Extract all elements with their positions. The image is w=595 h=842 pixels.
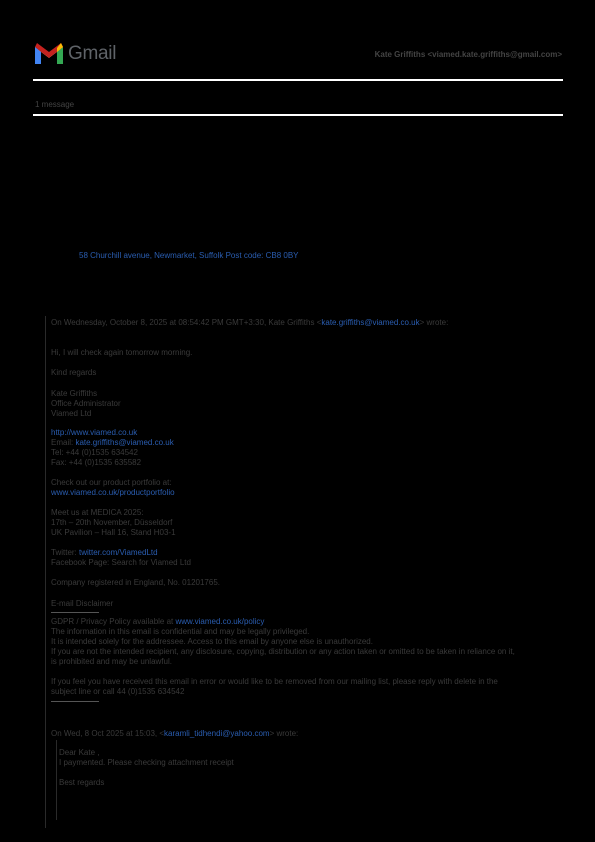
policy-link[interactable]: www.viamed.co.uk/policy: [175, 617, 265, 626]
nested-greeting: Dear Kate ,: [59, 748, 100, 757]
medica-stand: UK Pavilion – Hall 16, Stand H03-1: [51, 528, 176, 537]
nested-intro-prefix: On Wed, 8 Oct 2025 at 15:03, <: [51, 729, 165, 738]
twitter-label: Twitter:: [51, 548, 80, 557]
remove-line-2: subject line or call 44 (0)1535 634542: [51, 687, 185, 696]
nested-regards: Best regards: [59, 778, 105, 787]
disclaimer-line-3: If you are not the intended recipient, any disclosure, copying, distribution or any action taken or omitted to be taken in reliance on it,: [51, 647, 515, 656]
quote-greeting: Hi, I will check again tomorrow morning.: [51, 348, 193, 357]
signature-name: Kate Griffiths: [51, 389, 98, 398]
quote-intro-suffix: > wrote:: [419, 318, 449, 327]
quote-regards: Kind regards: [51, 368, 97, 377]
header-divider: [33, 79, 563, 81]
disclaimer-line-2: It is intended solely for the addressee. Access to this email by anyone else is unauthorized.: [51, 637, 373, 646]
quote-intro: [51, 318, 448, 328]
quote-intro-prefix: On Wednesday, October 8, 2025 at 08:54:42 PM GMT+3:30, Kate Griffiths <: [51, 318, 322, 327]
nested-quote-bar: [56, 740, 57, 820]
email-label: Email:: [51, 438, 76, 447]
twitter-link[interactable]: twitter.com/ViamedLtd: [79, 548, 158, 557]
signature-title: Office Administrator: [51, 399, 121, 408]
nested-body: I paymented. Please checking attachment receipt: [59, 758, 234, 767]
nested-intro-suffix: > wrote:: [269, 729, 299, 738]
medica-dates: 17th – 20th November, Düsseldorf: [51, 518, 173, 527]
gmail-logo-icon: [33, 41, 65, 65]
nested-quote-intro: [51, 729, 298, 739]
disclaimer-line-1: The information in this email is confidential and may be legally privileged.: [51, 627, 310, 636]
portfolio-text: Check out our product portfolio at:: [51, 478, 172, 487]
signature-fax: Fax: +44 (0)1535 635582: [51, 458, 142, 467]
signature-email-link[interactable]: kate.griffiths@viamed.co.uk: [75, 438, 174, 447]
signature-tel: Tel: +44 (0)1535 634542: [51, 448, 138, 457]
sender-header: Kate Griffiths <viamed.kate.griffiths@gmail.com>: [374, 50, 562, 59]
facebook-line: Facebook Page: Search for Viamed Ltd: [51, 558, 191, 567]
disclaimer-title: E-mail Disclaimer: [51, 599, 114, 608]
gmail-brand-text: Gmail: [68, 43, 117, 64]
company-registration: Company registered in England, No. 01201765.: [51, 578, 220, 587]
quote-intro-email-link[interactable]: kate.griffiths@viamed.co.uk: [321, 318, 420, 327]
gdpr-line: [51, 617, 264, 627]
website-link[interactable]: http://www.viamed.co.uk: [51, 428, 138, 437]
message-divider: [33, 114, 563, 116]
portfolio-link[interactable]: www.viamed.co.uk/productportfolio: [51, 488, 175, 497]
medica-title: Meet us at MEDICA 2025:: [51, 508, 144, 517]
message-count: 1 message: [35, 100, 75, 109]
remove-divider: [51, 701, 99, 702]
quote-bar: [45, 316, 46, 828]
remove-line-1: If you feel you have received this email in error or would like to be removed from our mailing list, please reply with delete in the: [51, 677, 498, 686]
signature-email: [51, 438, 174, 448]
nested-intro-email-link[interactable]: karamli_tidhendi@yahoo.com: [164, 729, 270, 738]
disclaimer-divider: [51, 612, 99, 613]
address-line: 58 Churchill avenue, Newmarket, Suffolk Post code: CB8 0BY: [79, 251, 299, 260]
gdpr-prefix: GDPR / Privacy Policy available at: [51, 617, 176, 626]
disclaimer-line-4: is prohibited and may be unlawful.: [51, 657, 172, 666]
twitter-line: [51, 548, 158, 558]
signature-company: Viamed Ltd: [51, 409, 92, 418]
